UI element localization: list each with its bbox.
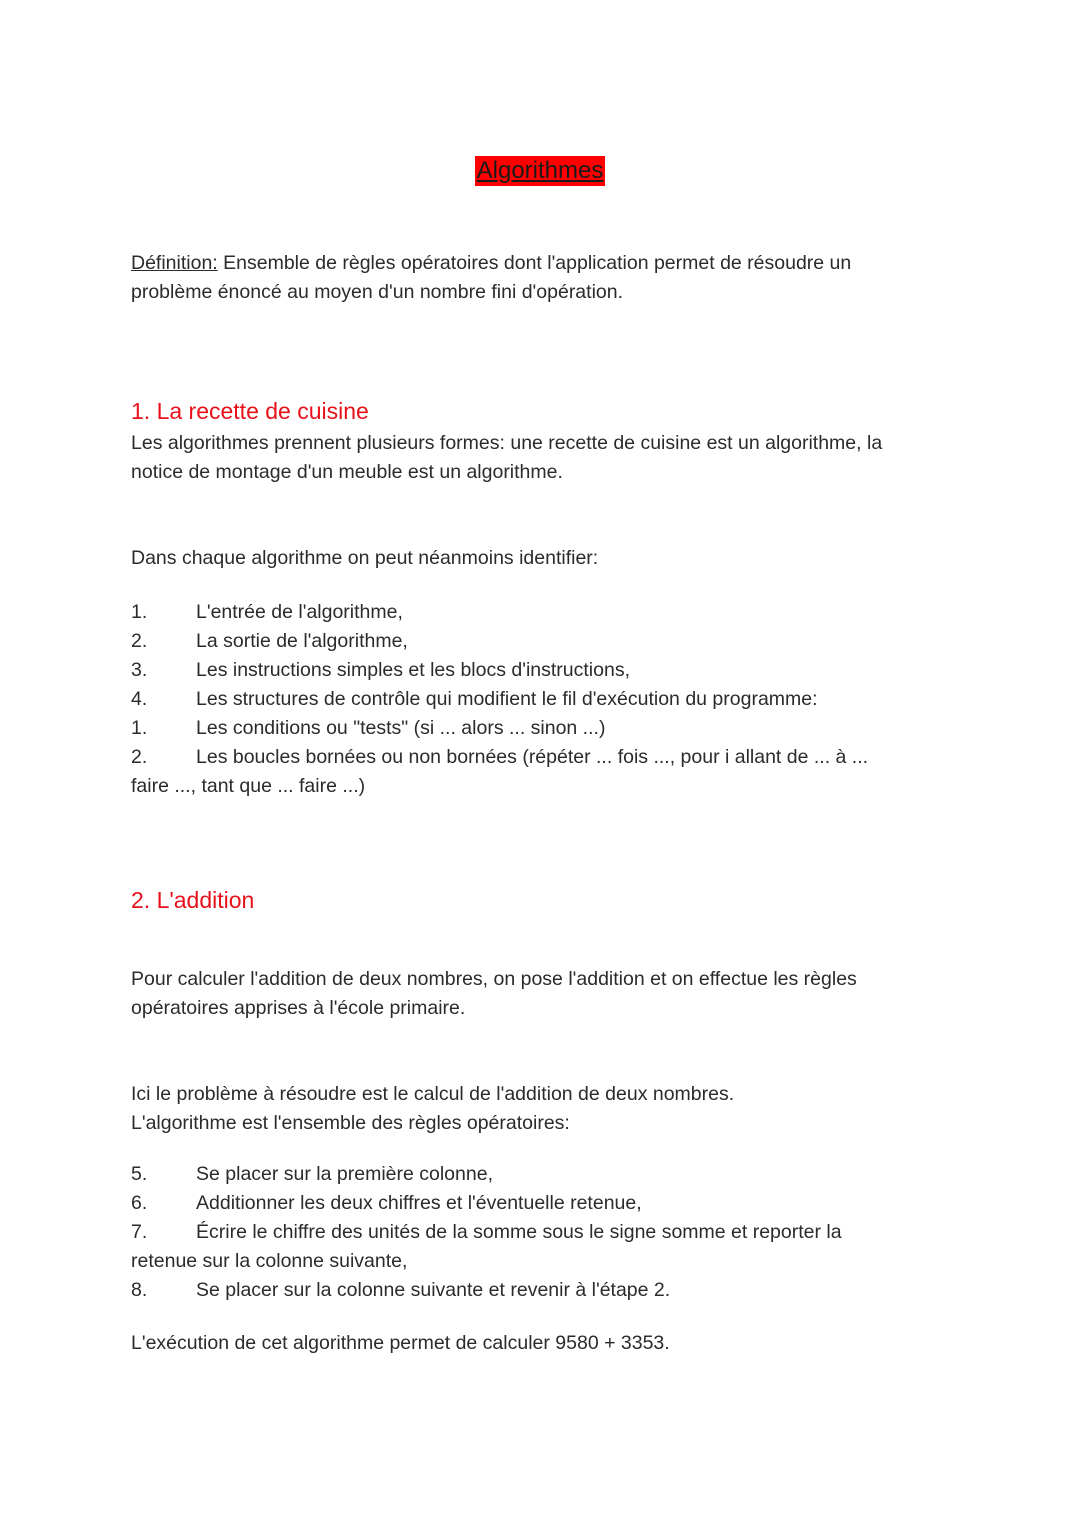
list-item bbox=[131, 685, 951, 714]
list-item-text: L'entrée de l'algorithme, bbox=[196, 601, 403, 623]
section2-paragraph1 bbox=[131, 965, 951, 1023]
list-item bbox=[131, 1189, 951, 1218]
list-item-text: Les conditions ou "tests" (si ... alors ... sinon ...) bbox=[196, 717, 606, 739]
list-item-number: 3. bbox=[131, 659, 148, 681]
list-item-text: Se placer sur la première colonne, bbox=[196, 1163, 493, 1185]
list-item-number: 5. bbox=[131, 1163, 148, 1185]
section1-para1-line1: Les algorithmes prennent plusieurs formes: une recette de cuisine est un algorithme, la bbox=[131, 432, 883, 454]
list-item-number: 1. bbox=[131, 717, 148, 739]
list-item bbox=[131, 627, 951, 656]
list-item bbox=[131, 1160, 951, 1189]
section1-paragraph1 bbox=[131, 429, 951, 487]
section1-paragraph2: Dans chaque algorithme on peut néanmoins identifier: bbox=[131, 547, 599, 569]
definition-text: Ensemble de règles opératoires dont l'application permet de résoudre un bbox=[217, 252, 852, 274]
definition-text-line2: problème énoncé au moyen d'un nombre fini d'opération. bbox=[131, 281, 624, 303]
section2-conclusion: L'exécution de cet algorithme permet de calculer 9580 + 3353. bbox=[131, 1332, 670, 1354]
section2-para2-line1: Ici le problème à résoudre est le calcul de l'addition de deux nombres. bbox=[131, 1083, 735, 1105]
list-item-continuation: faire ..., tant que ... faire ...) bbox=[131, 775, 366, 797]
list-item-continuation: retenue sur la colonne suivante, bbox=[131, 1250, 408, 1272]
list-item bbox=[131, 1276, 951, 1305]
list-item-number: 6. bbox=[131, 1192, 148, 1214]
list-item-text: Les boucles bornées ou non bornées (répéter ... fois ..., pour i allant de ... à ... bbox=[196, 746, 869, 768]
list-item-text: Les structures de contrôle qui modifient le fil d'exécution du programme: bbox=[196, 688, 818, 710]
section1-list bbox=[131, 598, 951, 801]
section2-para1-line2: opératoires apprises à l'école primaire. bbox=[131, 997, 466, 1019]
section-heading-recette: 1. La recette de cuisine bbox=[131, 398, 369, 424]
list-item-number: 4. bbox=[131, 688, 148, 710]
list-item-number: 2. bbox=[131, 746, 148, 768]
list-item-number: 1. bbox=[131, 601, 148, 623]
page-title: Algorithmes bbox=[476, 157, 604, 184]
section2-para2-line2: L'algorithme est l'ensemble des règles opératoires: bbox=[131, 1112, 570, 1134]
section-heading-addition: 2. L'addition bbox=[131, 887, 255, 913]
section2-para1-line1: Pour calculer l'addition de deux nombres, on pose l'addition et on effectue les règles bbox=[131, 968, 857, 990]
list-item bbox=[131, 598, 951, 627]
list-item bbox=[131, 1218, 951, 1247]
list-item-text: Écrire le chiffre des unités de la somme sous le signe somme et reporter la bbox=[196, 1221, 842, 1243]
definition-paragraph bbox=[131, 249, 951, 307]
section2-list bbox=[131, 1160, 951, 1305]
list-item bbox=[131, 743, 951, 772]
section1-para1-line2: notice de montage d'un meuble est un algorithme. bbox=[131, 461, 563, 483]
definition-label: Définition: bbox=[131, 252, 218, 274]
list-item-text: Les instructions simples et les blocs d'instructions, bbox=[196, 659, 630, 681]
list-item-text: Additionner les deux chiffres et l'éventuelle retenue, bbox=[196, 1192, 642, 1214]
list-item-number: 2. bbox=[131, 630, 148, 652]
list-item-number: 7. bbox=[131, 1221, 148, 1243]
list-item-text: La sortie de l'algorithme, bbox=[196, 630, 408, 652]
list-item bbox=[131, 714, 951, 743]
list-item bbox=[131, 656, 951, 685]
section2-paragraph2 bbox=[131, 1080, 951, 1138]
list-item-text: Se placer sur la colonne suivante et revenir à l'étape 2. bbox=[196, 1279, 671, 1301]
title-wrap bbox=[131, 156, 949, 186]
list-item-number: 8. bbox=[131, 1279, 148, 1301]
